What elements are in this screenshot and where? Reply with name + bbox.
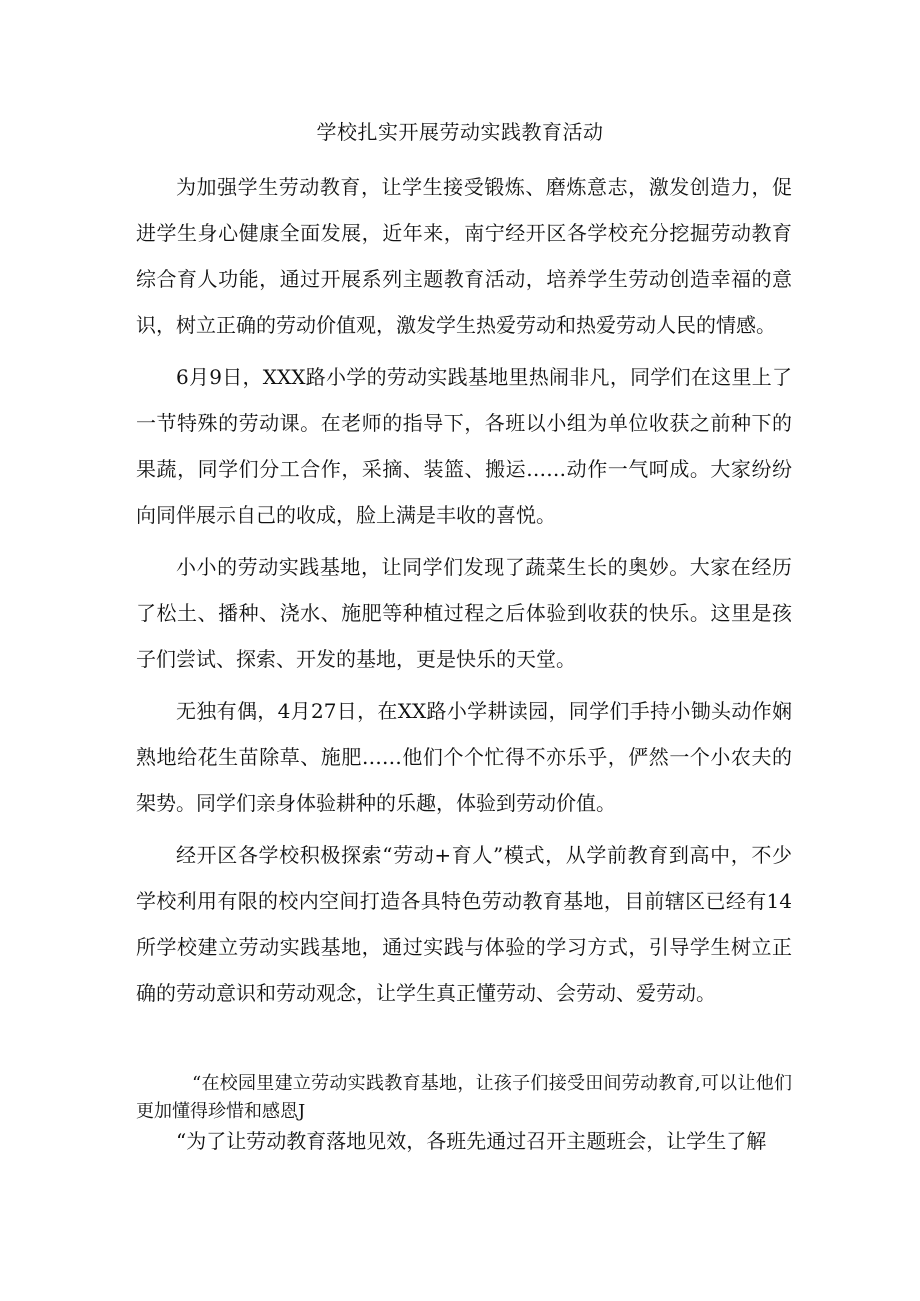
paragraph-labor-education-model: 经开区各学校积极探索“劳动+育人”模式，从学前教育到高中，不少学校利用有限的校内空间打造各具特色劳动教育基地，目前辖区已经有14所学校建立劳动实践基地，通过实践与体验的学习方式，引导学生树立正确的劳动意识和劳动观念，让学生真正懂劳动、会劳动、爱劳动。 <box>136 843 792 1005</box>
paragraph-june-9-harvest: 6月9日，XXX路小学的劳动实践基地里热闹非凡，同学们在这里上了一节特殊的劳动课。在老师的指导下，各班以小组为单位收获之前种下的果蔬，同学们分工合作，采摘、装篮、搬运……动作一气呵成。大家纷纷向同伴展示自己的收成，脸上满是丰收的喜悦。 <box>136 365 792 527</box>
paragraph-intro: 为加强学生劳动教育，让学生接受锻炼、磨炼意志，激发创造力，促进学生身心健康全面发展，近年来，南宁经开区各学校充分挖掘劳动教育综合育人功能，通过开展系列主题教育活动，培养学生劳动创造幸福的意识，树立正确的劳动价值观，激发学生热爱劳动和热爱劳动人民的情感。 <box>136 175 792 337</box>
document-title: 学校扎实开展劳动实践教育活动 <box>316 120 604 144</box>
paragraph-quote-school-base: “在校园里建立劳动实践教育基地，让孩子们接受田间劳动教育,可以让他们更加懂得珍惜和感恩J <box>136 1073 792 1122</box>
paragraph-quote-class-meeting: “为了让劳动教育落地见效，各班先通过召开主题班会，让学生了解 <box>176 1129 767 1153</box>
paragraph-practice-base: 小小的劳动实践基地，让同学们发现了蔬菜生长的奥妙。大家在经历了松土、播种、浇水、施肥等种植过程之后体验到收获的快乐。这里是孩子们尝试、探索、开发的基地，更是快乐的天堂。 <box>136 555 792 671</box>
paragraph-april-27-garden: 无独有偶，4月27日，在XX路小学耕读园，同学们手持小锄头动作娴熟地给花生苗除草、施肥……他们个个忙得不亦乐乎，俨然一个小农夫的架势。同学们亲身体验耕种的乐趣，体验到劳动价值。 <box>136 699 792 815</box>
